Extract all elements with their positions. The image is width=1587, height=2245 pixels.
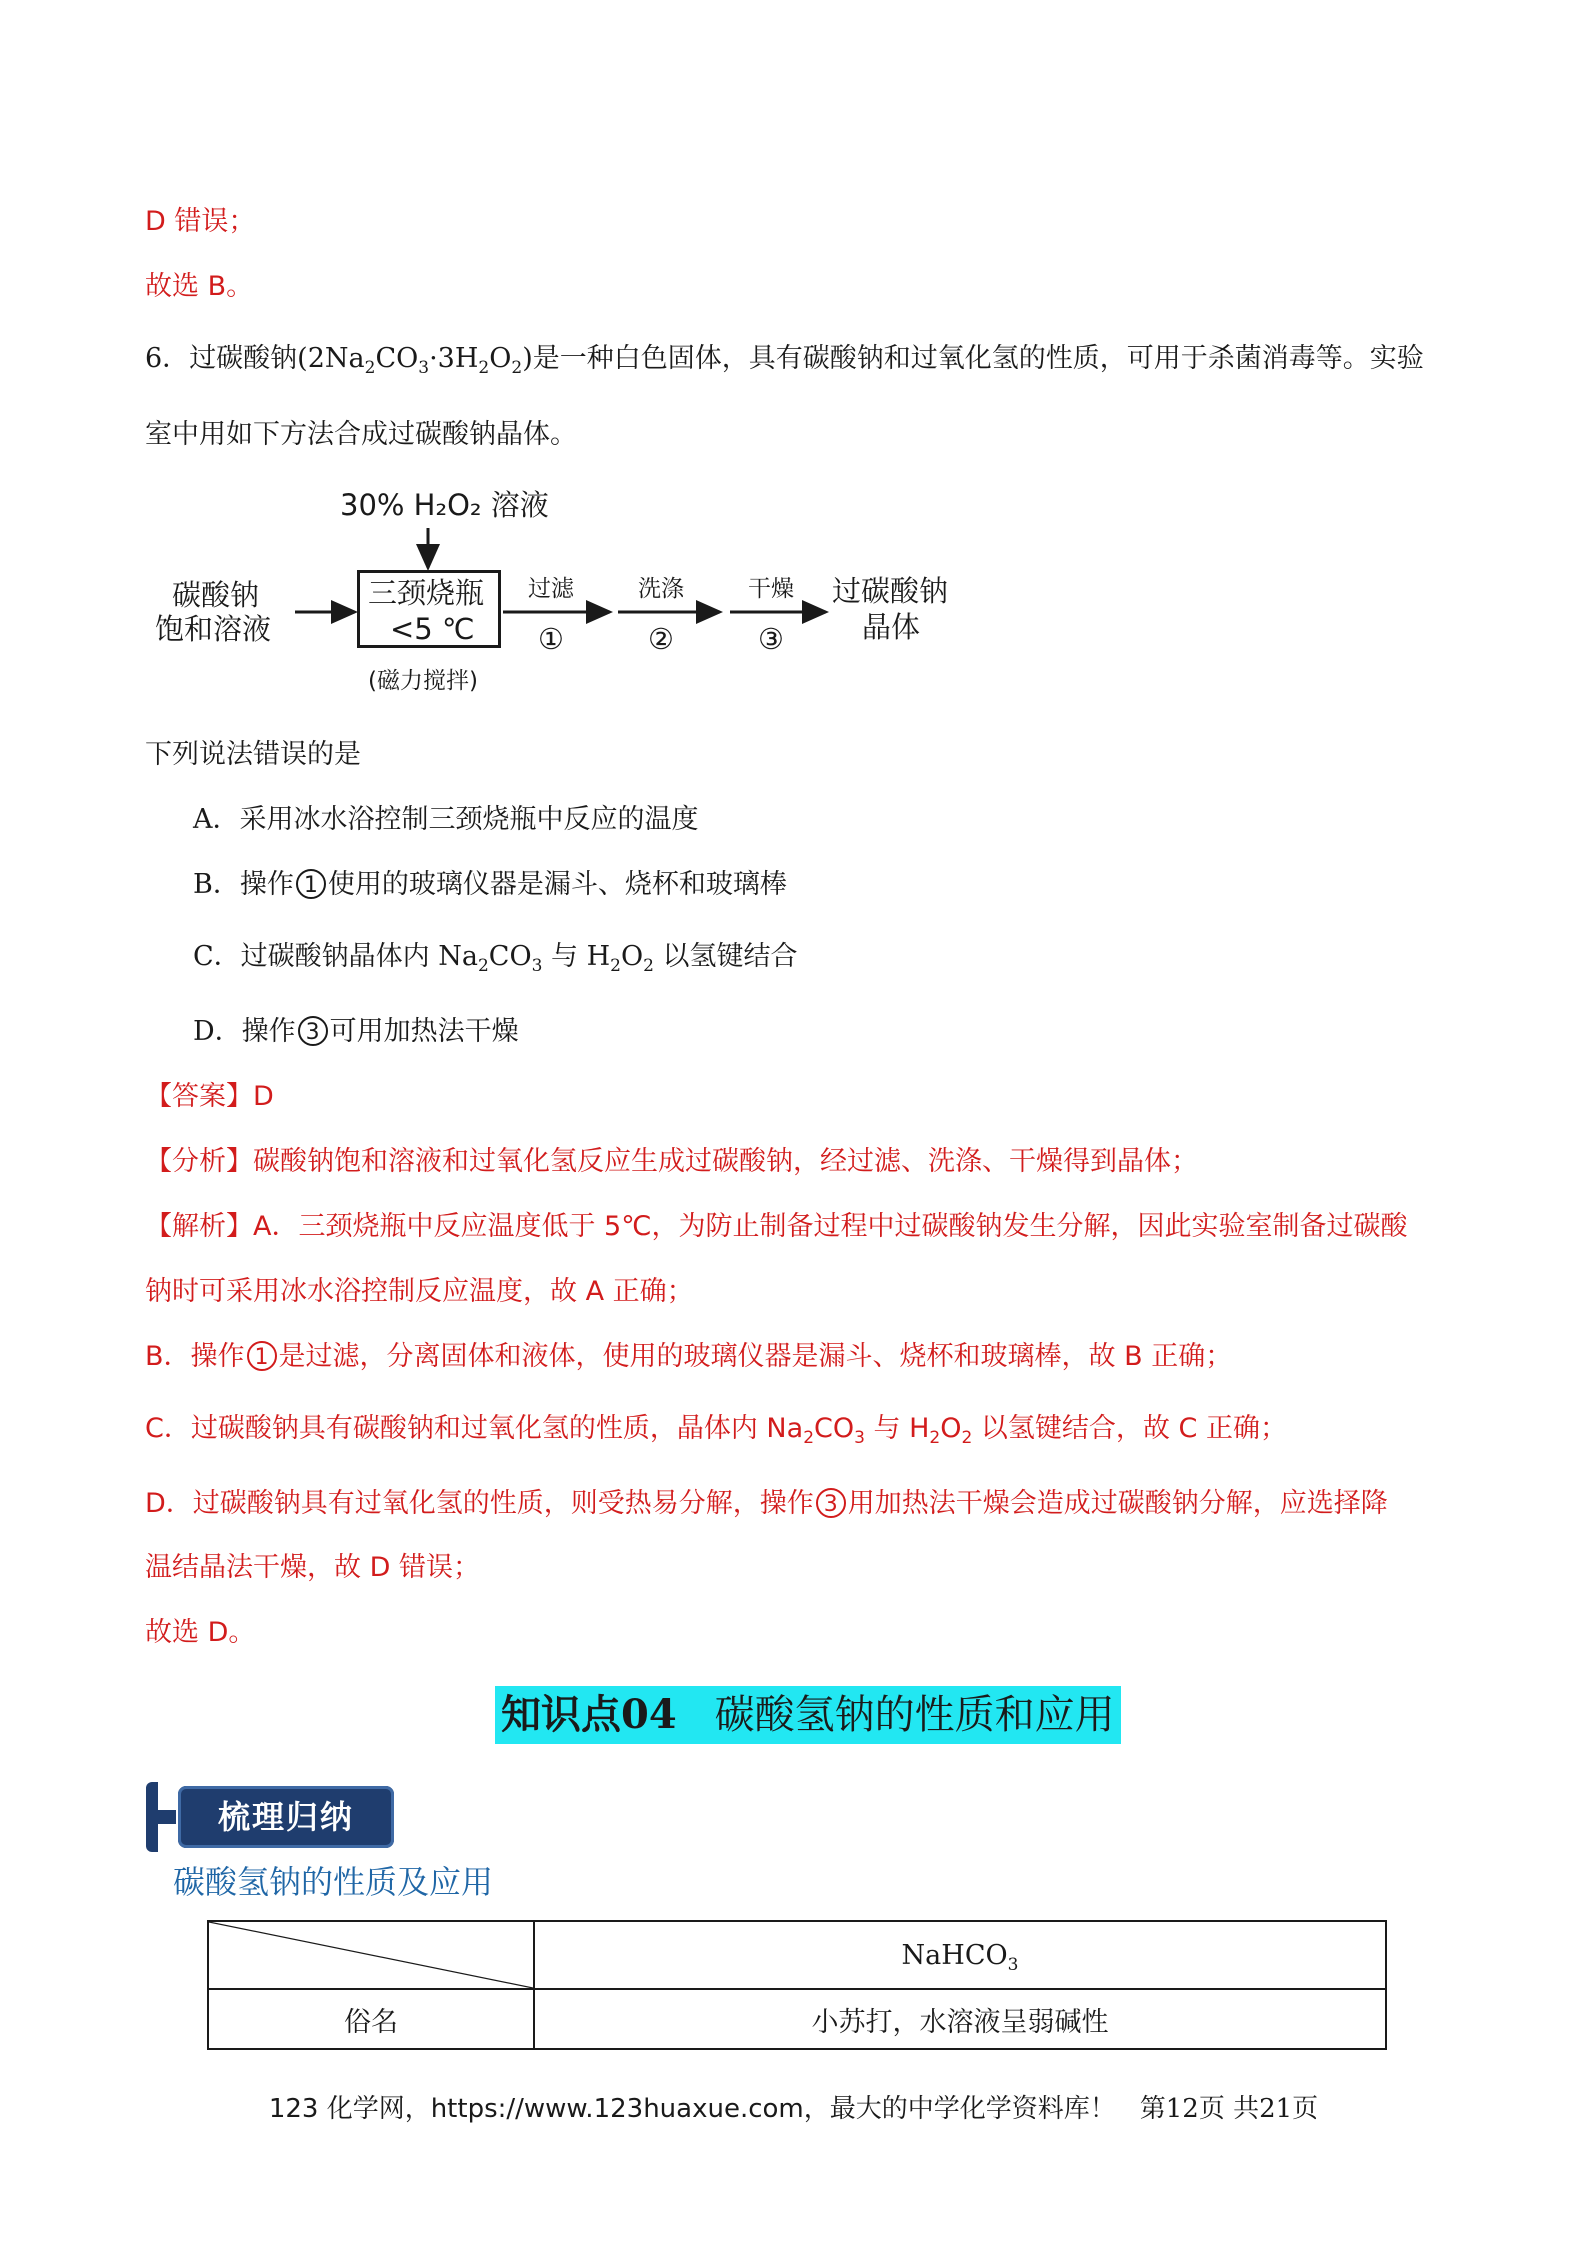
properties-table [207, 1920, 1387, 2050]
explain-d-line1: D．过碳酸钠具有过氧化氢的性质，则受热易分解，操作 3 用加热法干燥会造成过碳酸钠分解，应选择降 [145, 1488, 1388, 1519]
badge-label: 梳理归纳 [217, 1798, 354, 1836]
circled-number: 1 [296, 869, 326, 899]
explain-b-line: B．操作 1 是过滤，分离固体和液体，使用的玻璃仪器是漏斗、烧杯和玻璃棒，故 B 正确； [145, 1341, 1233, 1372]
answer-value: D [253, 1081, 274, 1112]
prev-answer-conclusion: 故选 B。 [145, 271, 254, 302]
circled-number: 3 [816, 1488, 846, 1518]
question-stem-line2: 室中用如下方法合成过碳酸钠晶体。 [145, 419, 577, 450]
solution-conclusion: 故选 D。 [145, 1617, 256, 1648]
stem-post: )是一种白色固体，具有碳酸钠和过氧化氢的性质，可用于杀菌消毒等。实验 [522, 343, 1424, 374]
section-number: 知识点04 [501, 1691, 677, 1738]
explain-a-line1: 【解析】A．三颈烧瓶中反应温度低于 5℃，为防止制备过程中过碳酸钠发生分解，因此实验室制备过碳酸 [145, 1211, 1408, 1242]
option-d: D．操作 3 可用加热法干燥 [193, 1016, 519, 1047]
process-diagram [150, 488, 970, 718]
step-2-label: 洗涤 [638, 576, 684, 602]
summary-badge [146, 1782, 394, 1852]
explain-a-line2: 钠时可采用冰水浴控制反应温度，故 A 正确； [145, 1276, 694, 1307]
stem-pre: 过碳酸钠( [189, 343, 308, 374]
answer-line: 【答案】D [145, 1081, 274, 1112]
page-footer [0, 2092, 1587, 2126]
step-2-number: ② [648, 622, 674, 656]
option-b: B．操作 1 使用的玻璃仪器是漏斗、烧杯和玻璃棒 [193, 869, 787, 900]
explain-c-line: C．过碳酸钠具有碳酸钠和过氧化氢的性质，晶体内 $Na_2CO_3$ 与 $H_2O_2$ 以氢键结合，故 C 正确； [145, 1413, 1287, 1448]
flask-note: (磁力搅拌) [368, 668, 478, 694]
analysis-line: 【分析】碳酸钠饱和溶液和过氧化氢反应生成过碳酸钠，经过滤、洗涤、干燥得到晶体； [145, 1146, 1198, 1177]
step-1-label: 过滤 [528, 576, 574, 602]
table-header-row [208, 1921, 1386, 1989]
circled-number: 1 [247, 1341, 277, 1371]
input-label-line2: 饱和溶液 [155, 612, 272, 646]
footer-text: 123 化学网，https://www.123huaxue.com，最大的中学化学资料库！ [268, 2094, 1116, 2124]
row-value: 小苏打，水溶液呈弱碱性 [534, 1989, 1386, 2049]
page-number: 第12页 共21页 [1139, 2094, 1319, 2124]
explain-d-line2: 温结晶法干燥，故 D 错误； [145, 1552, 480, 1583]
step-3-label: 干燥 [748, 576, 794, 602]
subheading: 碳酸氢钠的性质及应用 [173, 1863, 494, 1901]
output-label-line2: 晶体 [862, 610, 921, 644]
step-1-number: ① [538, 622, 564, 656]
option-a: A．采用冰水浴控制三颈烧瓶中反应的温度 [193, 804, 699, 835]
output-label-line1: 过碳酸钠 [832, 574, 949, 608]
flask-label-line1: 三颈烧瓶 [368, 576, 485, 610]
table-row [208, 1989, 1386, 2049]
table-header-cell: NaHCO$_3$ [534, 1921, 1386, 1989]
section-title: 碳酸氢钠的性质和应用 [714, 1692, 1115, 1738]
input-label-line1: 碳酸钠 [172, 578, 260, 612]
step-3-number: ③ [758, 622, 784, 656]
question-prompt: 下列说法错误的是 [145, 739, 361, 770]
diagram-arrows [150, 488, 970, 718]
question-number: 6． [145, 343, 190, 374]
row-label: 俗名 [208, 1989, 534, 2049]
option-c: C．过碳酸钠晶体内 $Na_2CO_3$ 与 $H_2O_2$ 以氢键结合 [193, 941, 798, 976]
diagonal-header-cell [208, 1921, 534, 1989]
question-stem-line1 [145, 342, 1424, 376]
flask-label-line2: <5 ℃ [390, 612, 475, 646]
circled-number: 3 [298, 1016, 328, 1046]
prev-answer-line-d: D 错误； [145, 206, 256, 237]
reagent-label: 30% H₂O₂ 溶液 [340, 488, 549, 522]
section-heading [495, 1686, 1121, 1744]
formula: $2Na_2CO_3\cdot 3H_2O_2$ [307, 343, 523, 378]
